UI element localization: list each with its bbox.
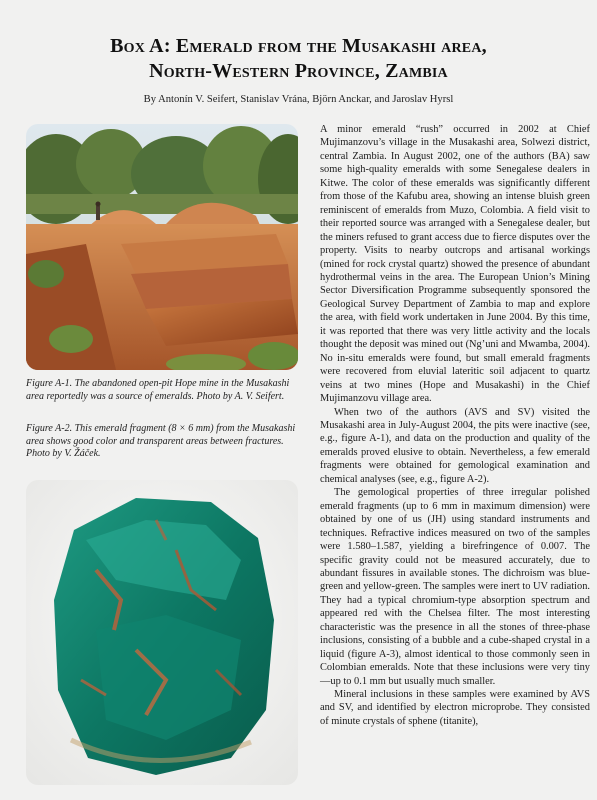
page-title bbox=[0, 34, 597, 84]
figure-a2-caption: Figure A-2. This emerald fragment (8 × 6 mm) from the Musakashi area shows good color and transparent areas between fractures. Photo by V. Žáček. bbox=[26, 423, 296, 459]
body-paragraph-3: The gemological properties of three irregular polished emerald fragments (up to 6 mm in maximum dimension) were obtained by one of us (JH) using standard instruments and techniques. Refractive indices measured on two of the samples were 1.580–1.587, yielding a birefringence of 0.007. The specific gravity could not be measured accurately, due to abundant fissures in available stones. The dichroism was blue-green and yellow-green. The samples were inert to UV radiation. They had a typical chromium-type absorption spectrum and appeared red with the Chelsea filter. The most interesting characteristic was the presence in all the stones of three-phase inclusions, consisting of a bubble and a cube-shaped crystal in a liquid (figure A-3), almost identical to those commonly seen in Colombian emeralds. Note that these inclusions were very tiny—up to 0.1 mm but usually much smaller. bbox=[320, 487, 590, 687]
body-paragraph-4: Mineral inclusions in these samples were examined by AVS and SV, and identified by electron microprobe. They consisted of minute crystals of sphene (titanite), bbox=[320, 689, 590, 727]
figure-a1-caption: Figure A-1. The abandoned open-pit Hope mine in the Musakashi area reportedly was a source of emeralds. Photo by A. V. Seifert. bbox=[26, 378, 290, 402]
title-line-2: North-Western Province, Zambia bbox=[149, 60, 448, 82]
emerald-fragment-image bbox=[26, 480, 298, 785]
figure-a2-emerald-photo bbox=[26, 480, 298, 785]
title-line-1: Box A: Emerald from the Musakashi area, bbox=[110, 35, 487, 57]
body-paragraph-2: When two of the authors (AVS and SV) visited the Musakashi area in July-August 2004, the pits were inactive (see, e.g., figure A-1), and data on the production and quality of the emeralds proved elusive to obtain. Nevertheless, a few emerald fragments were obtained for gemological examination and chemical analyses (see, e.g., figure A-2). bbox=[320, 406, 590, 485]
body-paragraph-1: A minor emerald “rush” occurred in 2002 at Chief Mujimanzovu’s village in the Musakashi area, Solwezi district, central Zambia. In August 2002, one of the authors (BA) saw some high-quality emeralds with some Senegalese dealers in Kitwe. The color of these emeralds was significantly different from those of the Kafubu area, showing an intense bluish green reminiscent of emeralds from Muzo, Colombia. A field visit to their reported source was arranged with a Senegalese dealer, but the miners refused to grant access due to fierce disputes over the property. Visits to nearby outcrops and artisanal workings (mined for rock crystal quartz) showed the presence of abundant hydrothermal veins in the area. The European Union’s Mining Sector Diversification Programme subsequently sponsored the Geological Survey Department of Zambia to map and explore the area, with field work undertaken in June 2004. By this time, it was reported that there was very little activity and the locals thought the deposit was mined out (Ng’uni and Mwamba, 2004). No in-situ emeralds were found, but small emerald fragments were recovered from eluvial lateritic soil adjacent to quartz veins at two mines (Hope and Musakashi) in the Chief Mujimanzovu village area. bbox=[320, 124, 590, 405]
author-byline: By Antonín V. Seifert, Stanislav Vrána, Björn Anckar, and Jaroslav Hyrsl bbox=[143, 94, 454, 105]
mine-landscape-image bbox=[26, 124, 298, 370]
article-body bbox=[320, 123, 590, 728]
figure-a1-mine-photo bbox=[26, 124, 298, 370]
